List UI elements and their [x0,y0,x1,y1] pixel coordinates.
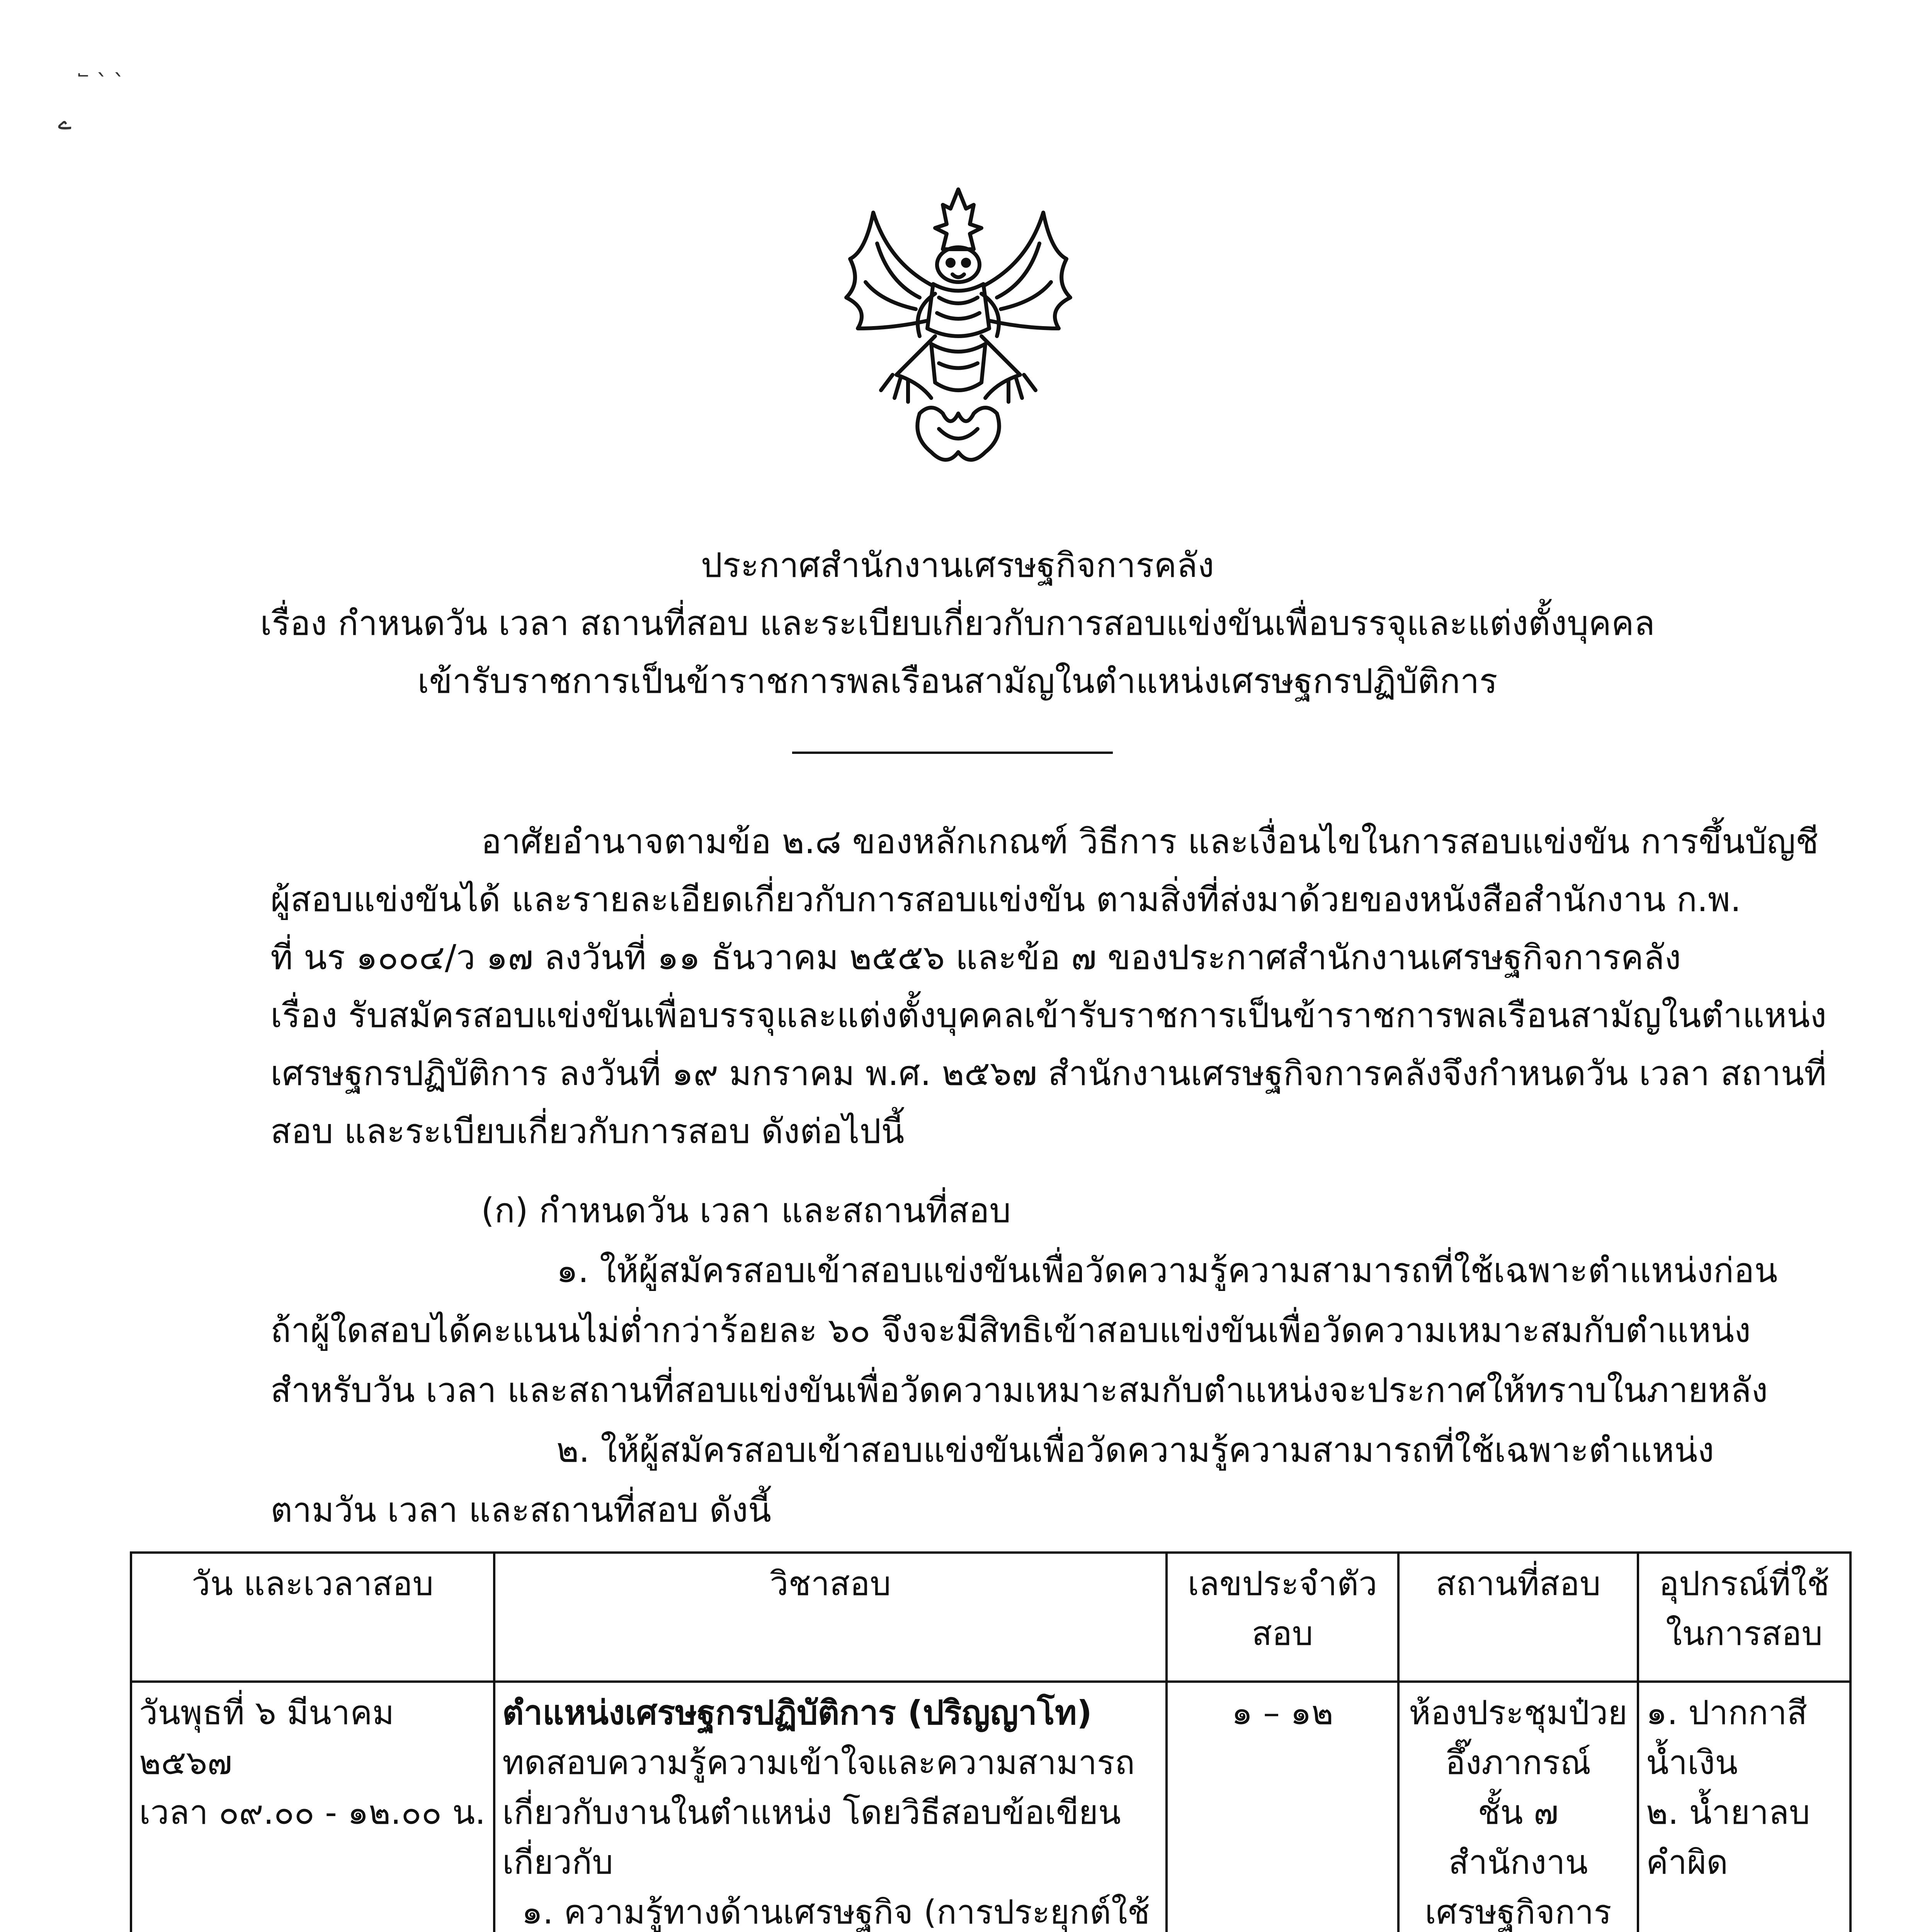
cell-equipment [1638,1682,1850,1932]
venue-line: เศรษฐกิจการ [1425,1893,1612,1932]
exam-schedule-table [130,1551,1852,1932]
intro-line: สอบ และระเบียบเกี่ยวกับการสอบ ดังต่อไปนี้ [270,1111,905,1151]
table-row [131,1682,1850,1932]
scan-mark-left: ے [58,108,72,135]
section-a-item2-line: ตามวัน เวลา และสถานที่สอบ ดังนี้ [270,1490,772,1530]
section-a-item1-line: สำหรับวัน เวลา และสถานที่สอบแข่งขันเพื่อวัดความเหมาะสมกับตำแหน่งจะประกาศให้ทราบในภายหลัง [270,1370,1768,1410]
subject-line: เรื่อง กำหนดวัน เวลา สถานที่สอบ และระเบียบเกี่ยวกับการสอบแข่งขันเพื่อบรรจุและแต่งตั้งบุคคล [260,603,1655,643]
subject-line-continued: เข้ารับราชการเป็นข้าราชการพลเรือนสามัญในตำแหน่งเศรษฐกรปฏิบัติการ [417,661,1498,701]
exam-time: เวลา ๐๙.๐๐ - ๑๒.๐๐ น. [139,1793,486,1832]
section-a-item1-line: ถ้าผู้ใดสอบได้คะแนนไม่ต่ำกว่าร้อยละ ๖๐ จึงจะมีสิทธิเข้าสอบแข่งขันเพื่อวัดความเหมาะสมกับตำแหน่ง [270,1310,1751,1350]
intro-line: อาศัยอำนาจตามข้อ ๒.๘ ของหลักเกณฑ์ วิธีการ และเงื่อนไขในการสอบแข่งขัน การขึ้นบัญชี [481,821,1819,861]
subject-title: ตำแหน่งเศรษฐกรปฏิบัติการ (ปริญญาโท) [502,1694,1092,1732]
intro-line: ผู้สอบแข่งขันได้ และรายละเอียดเกี่ยวกับการสอบแข่งขัน ตามสิ่งที่ส่งมาด้วยของหนังสือสำนักงาน ก.พ. [270,879,1741,919]
header-divider [792,752,1113,754]
cell-subject [494,1682,1167,1932]
header-equipment-line: อุปกรณ์ที่ใช้ [1659,1565,1830,1603]
header-subject: วิชาสอบ [494,1553,1167,1682]
section-a-item1-line: ๑. ให้ผู้สมัครสอบเข้าสอบแข่งขันเพื่อวัดความรู้ความสามารถที่ใช้เฉพาะตำแหน่งก่อน [556,1250,1778,1290]
cell-venue [1398,1682,1638,1932]
header-exam-id-line: สอบ [1252,1614,1313,1653]
table-header-row [131,1553,1850,1682]
intro-line: ที่ นร ๑๐๐๔/ว ๑๗ ลงวันที่ ๑๑ ธันวาคม ๒๕๕๖ และข้อ ๗ ของประกาศสำนักงานเศรษฐกิจการคลัง [270,937,1681,977]
section-a-item2-line: ๒. ให้ผู้สมัครสอบเข้าสอบแข่งขันเพื่อวัดความรู้ความสามารถที่ใช้เฉพาะตำแหน่ง [556,1430,1714,1470]
header-venue: สถานที่สอบ [1398,1553,1638,1682]
venue-line: ห้องประชุมป๋วย [1409,1694,1628,1732]
garuda-emblem-icon [804,182,1113,475]
section-a-heading: (ก) กำหนดวัน เวลา และสถานที่สอบ [481,1190,1011,1230]
venue-line: ชั้น ๗ [1478,1793,1559,1832]
equipment-line: ๑. ปากกาสี [1646,1694,1808,1732]
equipment-line: ๒. น้ำยาลบ [1646,1793,1810,1832]
equipment-line: น้ำเงิน [1646,1743,1738,1782]
header-exam-id [1167,1553,1398,1682]
cell-exam-ids: ๑ – ๑๒ [1167,1682,1398,1932]
header-equipment [1638,1553,1850,1682]
cell-datetime [131,1682,494,1932]
header-datetime: วัน และเวลาสอบ [131,1553,494,1682]
header-equipment-line: ในการสอบ [1665,1614,1823,1653]
venue-line: สำนักงาน [1448,1843,1588,1882]
exam-date: วันพุธที่ ๖ มีนาคม ๒๕๖๗ [139,1694,395,1782]
subject-intro-line: เกี่ยวกับ [502,1843,613,1882]
subject-item1-line: ๑. ความรู้ทางด้านเศรษฐกิจ (การประยุกต์ใช้ [522,1893,1150,1932]
subject-intro-line: เกี่ยวกับงานในตำแหน่ง โดยวิธีสอบข้อเขียน [502,1793,1121,1832]
intro-line: เรื่อง รับสมัครสอบแข่งขันเพื่อบรรจุและแต่งตั้งบุคคลเข้ารับราชการเป็นข้าราชการพลเรือนสามัญในตำแหน่ง [270,995,1827,1035]
header-exam-id-line: เลขประจำตัว [1187,1565,1378,1603]
venue-line: อึ๊งภากรณ์ [1445,1743,1591,1782]
announcement-title: ประกาศสำนักงานเศรษฐกิจการคลัง [701,545,1214,585]
equipment-line: คำผิด [1646,1843,1728,1882]
scan-mark-top: ՟ ` ՝ [77,70,121,97]
subject-intro-line: ทดสอบความรู้ความเข้าใจและความสามารถ [502,1743,1135,1782]
intro-line: เศรษฐกรปฏิบัติการ ลงวันที่ ๑๙ มกราคม พ.ศ. ๒๕๖๗ สำนักงานเศรษฐกิจการคลังจึงกำหนดวัน เวลา สถานที่ [270,1053,1827,1093]
